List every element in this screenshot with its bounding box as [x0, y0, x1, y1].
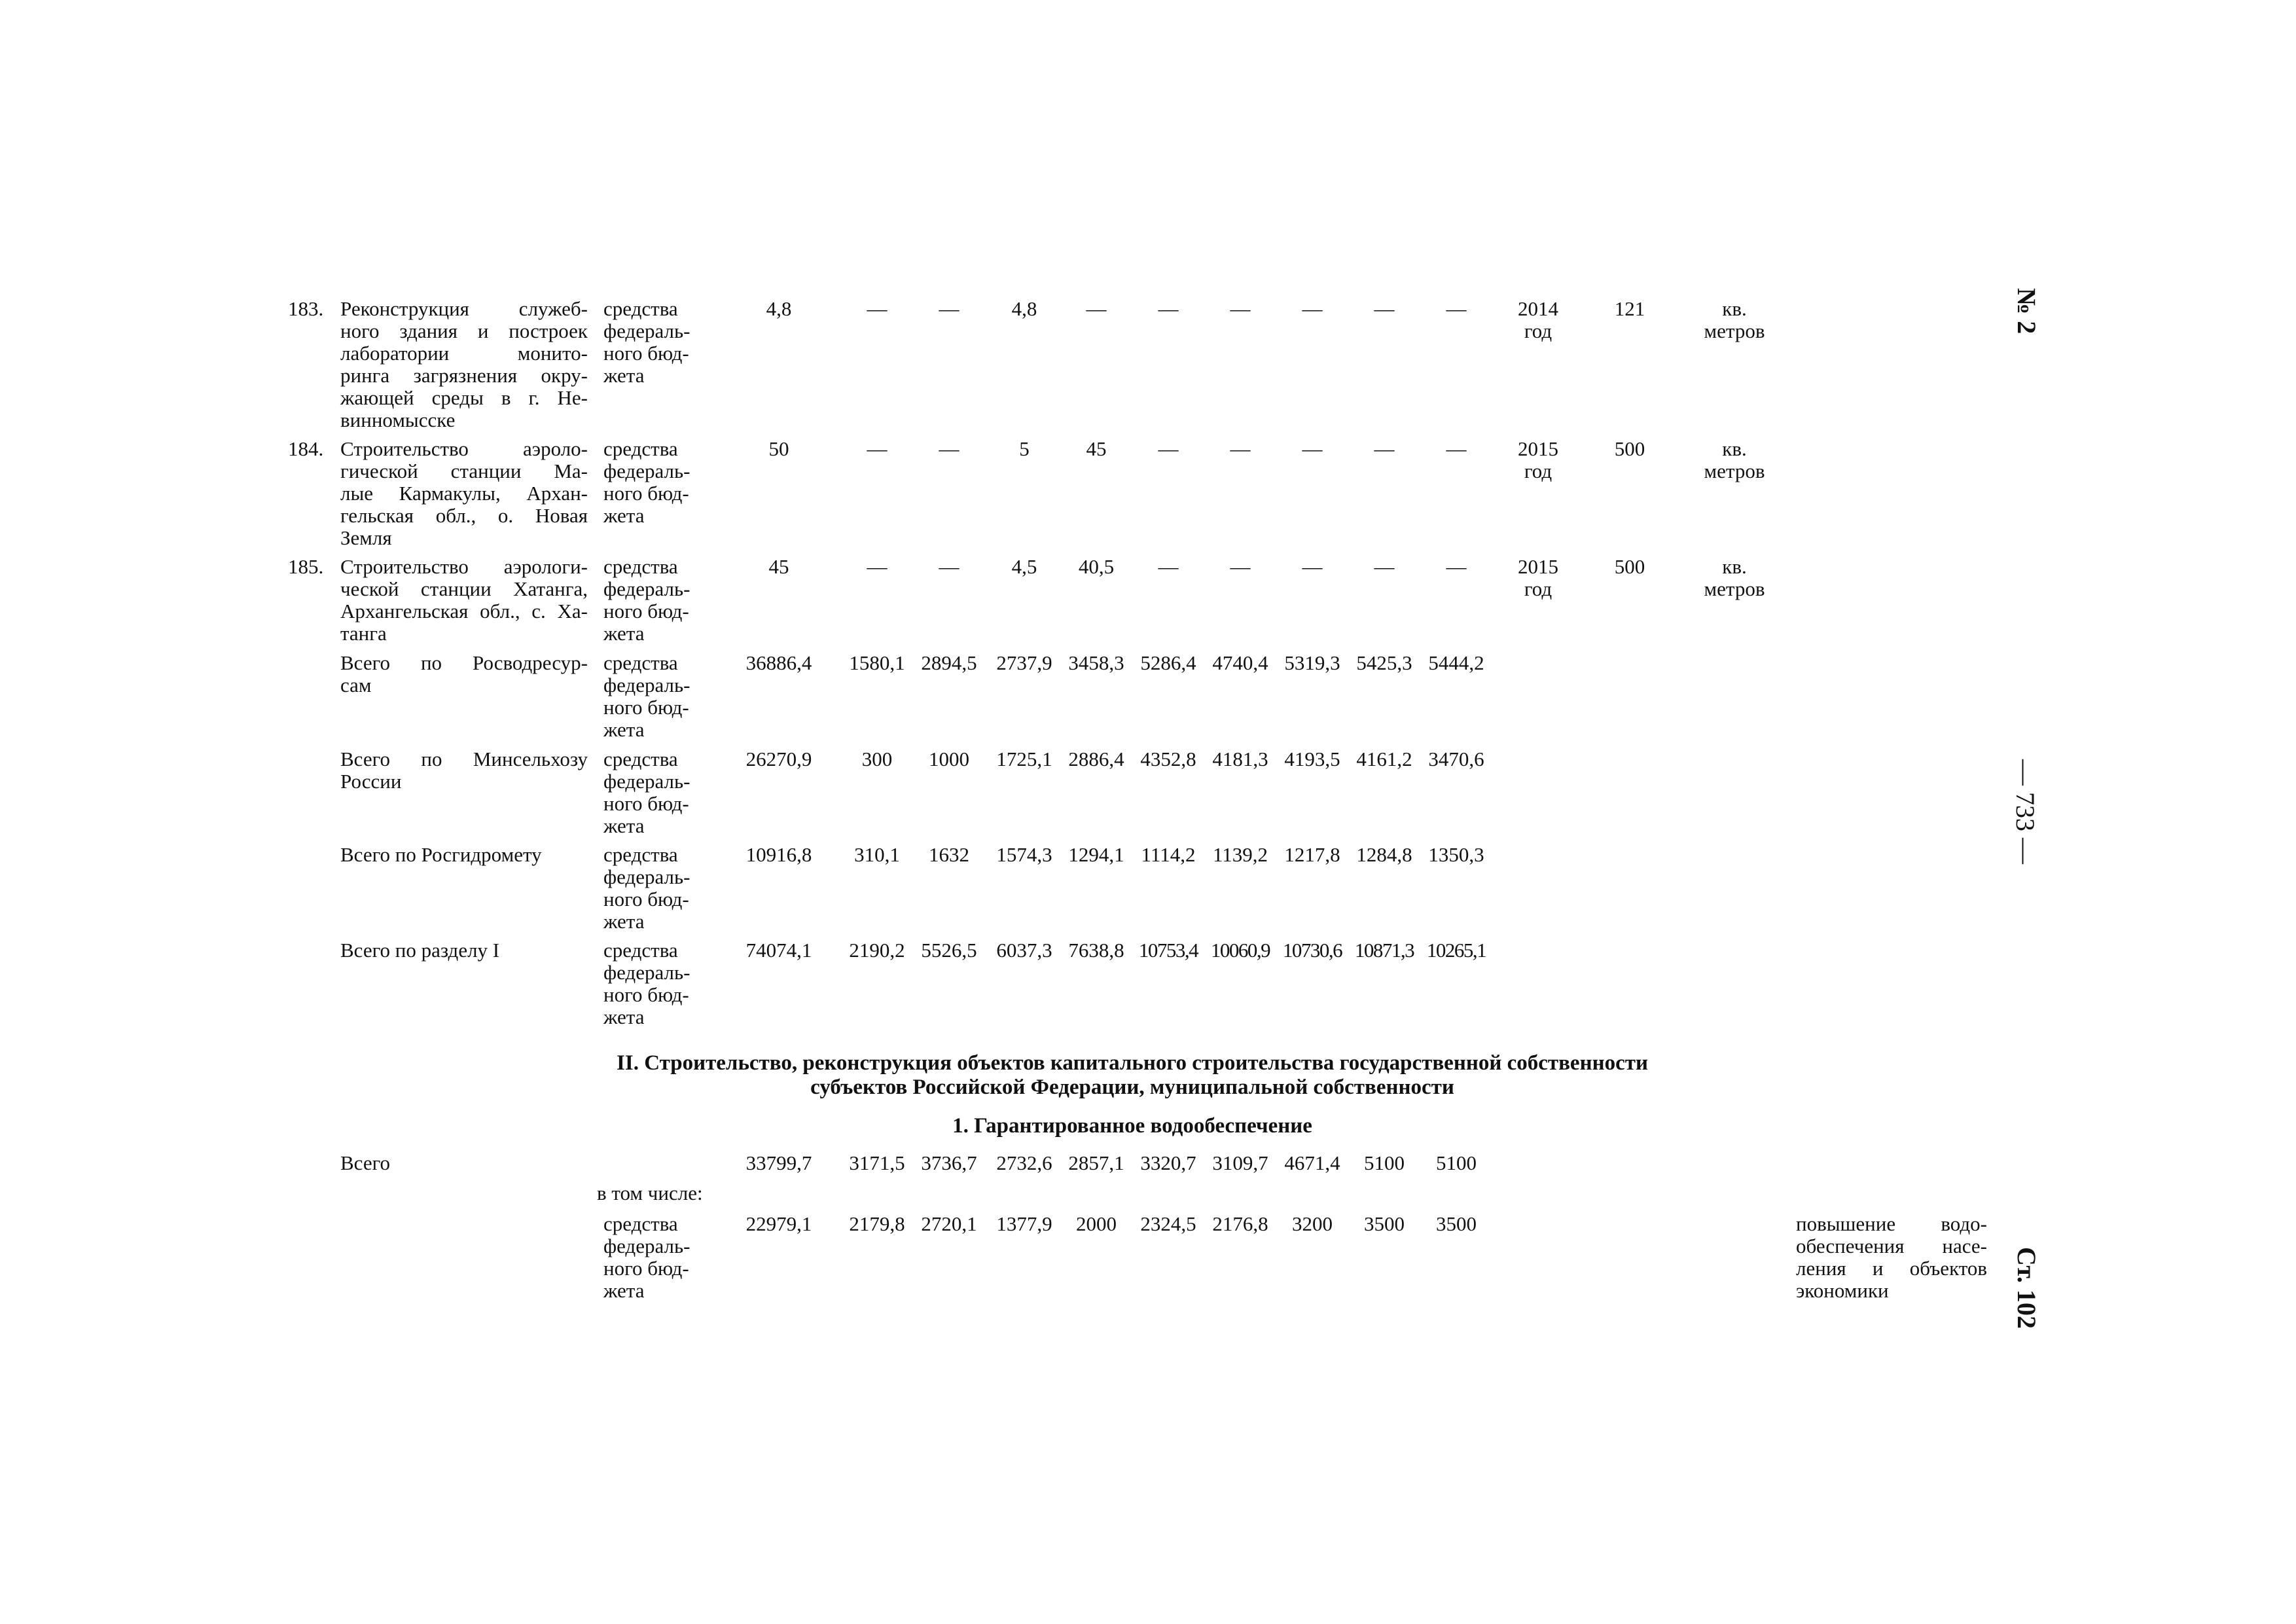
row-number: 185. [288, 555, 324, 578]
funding-source: средства федераль- ного бюд- жета [603, 843, 691, 933]
value-total: 50 [768, 437, 789, 460]
value-2014: 2886,4 [1068, 748, 1124, 770]
value-2015: — [1158, 555, 1179, 578]
value-2014: — [1086, 297, 1107, 320]
value-2015: 3320,7 [1140, 1151, 1196, 1174]
value-total: 22979,1 [745, 1212, 812, 1235]
value-2016: 4181,3 [1212, 748, 1268, 770]
value-2012: — [939, 437, 960, 460]
value-2016: — [1230, 297, 1251, 320]
value-2011: 300 [861, 748, 893, 770]
value-2017: 10730,6 [1282, 939, 1342, 962]
value-2019: 3470,6 [1428, 748, 1484, 770]
value-2015: 5286,4 [1140, 651, 1196, 674]
value-2013: 2732,6 [996, 1151, 1052, 1174]
value-2012: 2894,5 [921, 651, 977, 674]
value-2019: 5100 [1436, 1151, 1477, 1174]
commissioning-year: 2015 год [1518, 437, 1558, 482]
value-2014: 45 [1086, 437, 1107, 460]
value-2015: — [1158, 437, 1179, 460]
funding-source: средства федераль- ного бюд- жета [603, 297, 691, 387]
commissioning-year: 2015 год [1518, 555, 1558, 600]
article-number: Ст. 102 [2012, 1247, 2041, 1329]
value-2015: 10753,4 [1138, 939, 1198, 962]
value-2014: 2000 [1076, 1212, 1117, 1235]
capacity-unit: кв. метров [1704, 437, 1765, 482]
value-2017: — [1302, 437, 1323, 460]
funding-source: средства федераль- ного бюд- жета [603, 651, 691, 741]
value-2018: 4161,2 [1356, 748, 1412, 770]
value-2011: 2179,8 [849, 1212, 905, 1235]
value-2019: 10265,1 [1426, 939, 1486, 962]
issue-number: № 2 [2012, 288, 2041, 334]
value-total: 10916,8 [745, 843, 812, 866]
capacity-unit: кв. метров [1704, 555, 1765, 600]
value-2017: 4193,5 [1284, 748, 1340, 770]
value-2013: 4,8 [1011, 297, 1037, 320]
value-2019: — [1446, 437, 1467, 460]
value-2017: — [1302, 555, 1323, 578]
object-name: Строительство аэрологи- ческой станции Хатанга, Архангельская обл., с. Ха- танга [340, 555, 588, 645]
capacity-value: 500 [1614, 437, 1645, 460]
object-name: Строительство аэроло- гической станции Ма- лые Кармакулы, Архан- гельская обл., о. Новая Земля [340, 437, 588, 549]
value-2018: — [1374, 297, 1395, 320]
value-2011: 3171,5 [849, 1151, 905, 1174]
value-2018: 5425,3 [1356, 651, 1412, 674]
value-2011: 1580,1 [849, 651, 905, 674]
total-label: Всего по Росгидромету [340, 843, 542, 866]
value-2013: 4,5 [1011, 555, 1037, 578]
funding-source: средства федераль- ного бюд- жета [603, 437, 691, 527]
value-total: 74074,1 [745, 939, 812, 962]
value-2012: 1632 [929, 843, 969, 866]
value-2013: 6037,3 [996, 939, 1052, 962]
section-heading-continued: субъектов Российской Федерации, муниципальной собственности [810, 1075, 1454, 1099]
value-2013: 1725,1 [996, 748, 1052, 770]
value-2015: 2324,5 [1140, 1212, 1196, 1235]
value-2014: 2857,1 [1068, 1151, 1124, 1174]
value-2016: 3109,7 [1212, 1151, 1268, 1174]
value-2018: 5100 [1364, 1151, 1405, 1174]
value-2012: 3736,7 [921, 1151, 977, 1174]
subsection-heading: 1. Гарантированное водообеспечение [952, 1114, 1312, 1138]
funding-source: средства федераль- ного бюд- жета [603, 748, 691, 837]
value-2018: 1284,8 [1356, 843, 1412, 866]
value-total: 26270,9 [745, 748, 812, 770]
value-2012: — [939, 555, 960, 578]
capacity-value: 121 [1614, 297, 1645, 320]
value-2014: 3458,3 [1068, 651, 1124, 674]
value-2013: 1574,3 [996, 843, 1052, 866]
value-total: 4,8 [766, 297, 792, 320]
capacity-unit: кв. метров [1704, 297, 1765, 342]
capacity-value: 500 [1614, 555, 1645, 578]
value-2019: 5444,2 [1428, 651, 1484, 674]
value-2011: — [867, 297, 888, 320]
value-2018: — [1374, 555, 1395, 578]
funding-source: средства федераль- ного бюд- жета [603, 939, 691, 1028]
value-total: 33799,7 [745, 1151, 812, 1174]
expected-result: повышение водо- обеспечения насе- ления и объектов экономики [1796, 1212, 1987, 1302]
value-2011: — [867, 555, 888, 578]
value-2016: 4740,4 [1212, 651, 1268, 674]
funding-source: средства федераль- ного бюд- жета [603, 555, 691, 645]
value-2018: — [1374, 437, 1395, 460]
value-2017: 3200 [1292, 1212, 1333, 1235]
value-2011: 2190,2 [849, 939, 905, 962]
value-2012: 1000 [929, 748, 969, 770]
including-label: в том числе: [597, 1182, 703, 1204]
value-2017: 4671,4 [1284, 1151, 1340, 1174]
value-2016: — [1230, 437, 1251, 460]
value-2018: 3500 [1364, 1212, 1405, 1235]
value-2015: 1114,2 [1141, 843, 1196, 866]
value-2011: — [867, 437, 888, 460]
commissioning-year: 2014 год [1518, 297, 1558, 342]
page-number: — 733 — [2011, 759, 2040, 864]
value-2013: 1377,9 [996, 1212, 1052, 1235]
total-label: Всего по Росводресур- сам [340, 651, 588, 696]
value-2019: 1350,3 [1428, 843, 1484, 866]
value-total: 45 [768, 555, 789, 578]
funding-source: средства федераль- ного бюд- жета [603, 1212, 691, 1302]
value-2015: — [1158, 297, 1179, 320]
value-2013: 5 [1019, 437, 1030, 460]
value-total: 36886,4 [745, 651, 812, 674]
value-2014: 7638,8 [1068, 939, 1124, 962]
value-2013: 2737,9 [996, 651, 1052, 674]
row-number: 183. [288, 297, 324, 320]
value-2017: — [1302, 297, 1323, 320]
value-2014: 40,5 [1078, 555, 1115, 578]
row-number: 184. [288, 437, 324, 460]
object-name: Реконструкция служеб- ного здания и построек лаборатории монито- ринга загрязнения окру- жающей среды в г. Не- винномысске [340, 297, 588, 431]
value-2014: 1294,1 [1068, 843, 1124, 866]
value-2016: 10060,9 [1210, 939, 1270, 962]
value-2011: 310,1 [854, 843, 900, 866]
value-2018: 10871,3 [1354, 939, 1414, 962]
value-2017: 1217,8 [1284, 843, 1340, 866]
value-2015: 4352,8 [1140, 748, 1196, 770]
value-2017: 5319,3 [1284, 651, 1340, 674]
value-2019: 3500 [1436, 1212, 1477, 1235]
value-2012: 2720,1 [921, 1212, 977, 1235]
value-2016: 1139,2 [1212, 843, 1268, 866]
total-label: Всего по разделу I [340, 939, 500, 962]
value-2016: 2176,8 [1212, 1212, 1268, 1235]
value-2019: — [1446, 297, 1467, 320]
value-2016: — [1230, 555, 1251, 578]
total-label: Всего по Минсельхозу России [340, 748, 588, 793]
value-2012: 5526,5 [921, 939, 977, 962]
total-label: Всего [340, 1151, 391, 1174]
section-heading: II. Строительство, реконструкция объектов капитального строительства государственной собственности [617, 1051, 1648, 1075]
value-2012: — [939, 297, 960, 320]
value-2019: — [1446, 555, 1467, 578]
